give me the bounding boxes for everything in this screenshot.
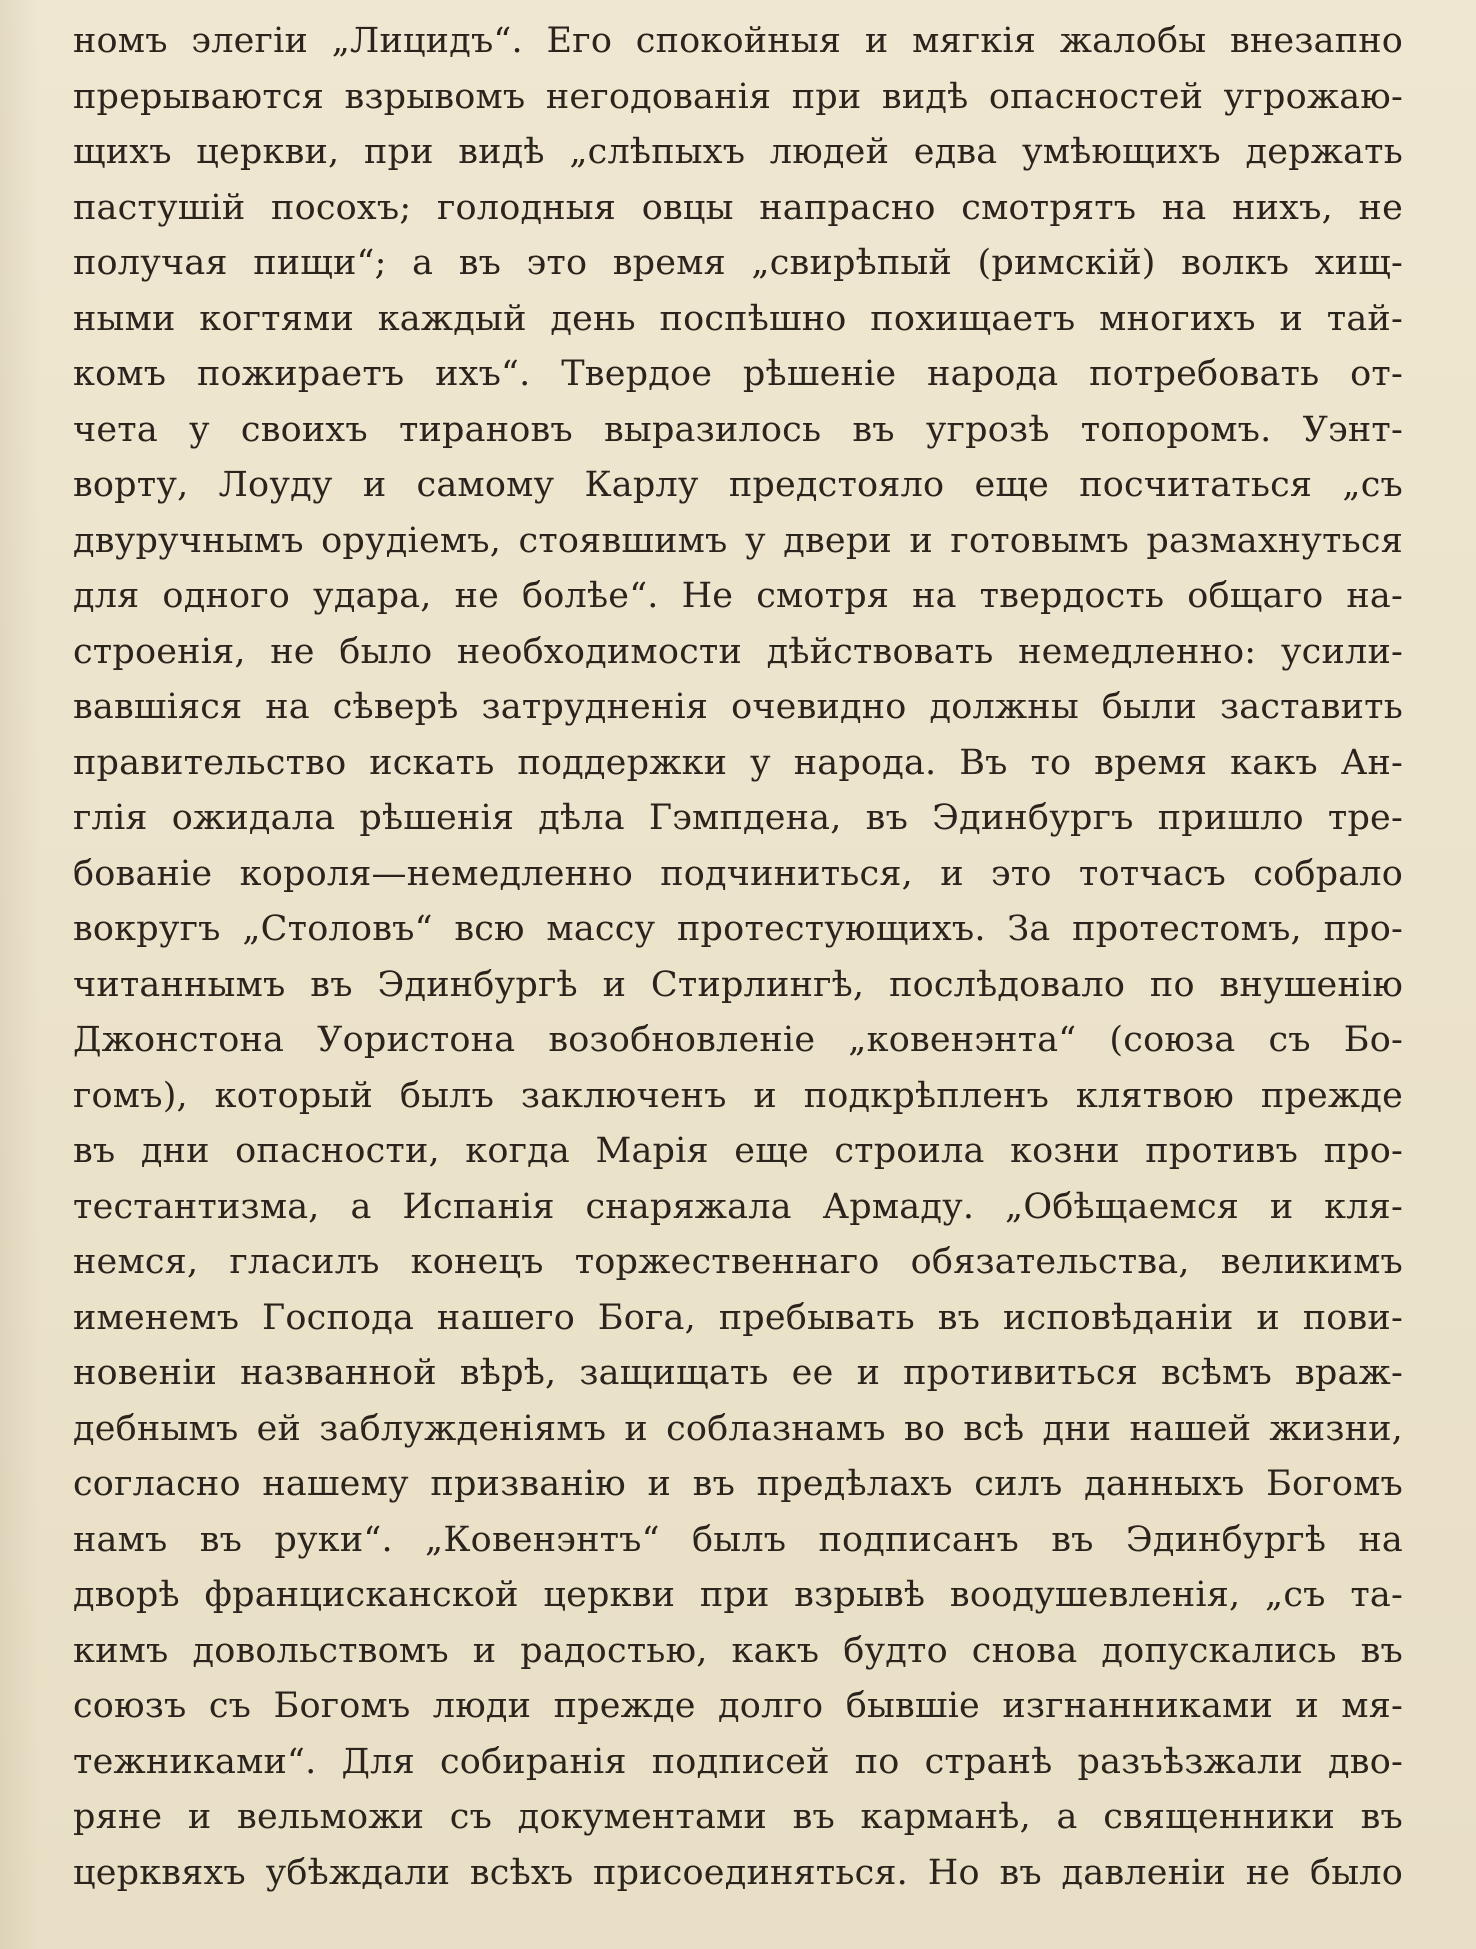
text-line: правительство искать поддержки у народа. Въ то время какъ Ан- xyxy=(73,742,1403,783)
text-line: ными когтями каждый день поспѣшно похищаетъ многихъ и тай- xyxy=(73,298,1403,339)
text-line: гомъ), который былъ заключенъ и подкрѣпленъ клятвою прежде xyxy=(73,1075,1403,1116)
text-line: читаннымъ въ Эдинбургѣ и Стирлингѣ, послѣдовало по внушенію xyxy=(73,964,1403,1005)
text-line: союзъ съ Богомъ люди прежде долго бывшіе изгнанниками и мя- xyxy=(73,1686,1403,1726)
text-line: немся, гласилъ конецъ торжественнаго обязательства, великимъ xyxy=(73,1242,1403,1282)
text-line: дворѣ францисканской церкви при взрывѣ воодушевленія, „съ та- xyxy=(73,1575,1403,1615)
text-line: бованіе короля—немедленно подчиниться, и это тотчасъ собрало xyxy=(73,853,1403,894)
text-line: строенія, не было необходимости дѣйствовать немедленно: усили- xyxy=(73,631,1403,672)
text-line: Джонстона Уористона возобновленіе „ковенэнта“ (союза съ Бо- xyxy=(73,1020,1403,1060)
text-line: намъ въ руки“. „Ковенэнтъ“ былъ подписанъ въ Эдинбургѣ на xyxy=(73,1519,1403,1560)
text-line: согласно нашему призванію и въ предѣлахъ силъ данныхъ Богомъ xyxy=(73,1464,1403,1504)
text-line: для одного удара, не болѣе“. Не смотря на твердость общаго на- xyxy=(73,576,1403,616)
text-line: пастушій посохъ; голодныя овцы напрасно смотрятъ на нихъ, не xyxy=(73,187,1403,228)
text-line: новеніи названной вѣрѣ, защищать ее и противиться всѣмъ враж- xyxy=(73,1353,1403,1393)
text-line: щихъ церкви, при видѣ „слѣпыхъ людей едва умѣющихъ держать xyxy=(73,132,1403,172)
text-line: вокругъ „Столовъ“ всю массу протестующихъ. За протестомъ, про- xyxy=(73,909,1403,949)
text-line: двуручнымъ орудіемъ, стоявшимъ у двери и готовымъ размахнуться xyxy=(73,520,1403,561)
text-line: чета у своихъ тирановъ выразилось въ угрозѣ топоромъ. Уэнт- xyxy=(73,409,1403,450)
text-line: тестантизма, а Испанія снаряжала Армаду. „Обѣщаемся и кля- xyxy=(73,1186,1403,1227)
text-line: прерываются взрывомъ негодованія при видѣ опасностей угрожаю- xyxy=(73,76,1403,117)
text-line: номъ элегіи „Лицидъ“. Его спокойныя и мягкія жалобы внезапно xyxy=(73,21,1403,61)
text-line: кимъ довольствомъ и радостью, какъ будто снова допускались въ xyxy=(73,1630,1403,1671)
text-line: комъ пожираетъ ихъ“. Твердое рѣшеніе народа потребовать от- xyxy=(73,354,1403,394)
text-line: ворту, Лоуду и самому Карлу предстояло еще посчитаться „съ xyxy=(73,465,1403,505)
text-line: тежниками“. Для собиранія подписей по странѣ разъѣзжали дво- xyxy=(73,1741,1403,1782)
text-line: глія ожидала рѣшенія дѣла Гэмпдена, въ Эдинбургъ пришло тре- xyxy=(73,798,1403,838)
text-line: вавшіяся на сѣверѣ затрудненія очевидно должны были заставить xyxy=(73,687,1403,727)
body-text xyxy=(73,14,1403,1901)
text-line: въ дни опасности, когда Марія еще строила козни противъ про- xyxy=(73,1131,1403,1171)
text-line: ряне и вельможи съ документами въ карманѣ, а священники въ xyxy=(73,1797,1403,1837)
text-line: дебнымъ ей заблужденіямъ и соблазнамъ во всѣ дни нашей жизни, xyxy=(73,1408,1403,1449)
text-line: получая пищи“; а въ это время „свирѣпый (римскій) волкъ хищ- xyxy=(73,243,1403,283)
text-line: церквяхъ убѣждали всѣхъ присоединяться. Но въ давленіи не было xyxy=(73,1852,1403,1893)
text-line: именемъ Господа нашего Бога, пребывать въ исповѣданіи и пови- xyxy=(73,1297,1403,1338)
